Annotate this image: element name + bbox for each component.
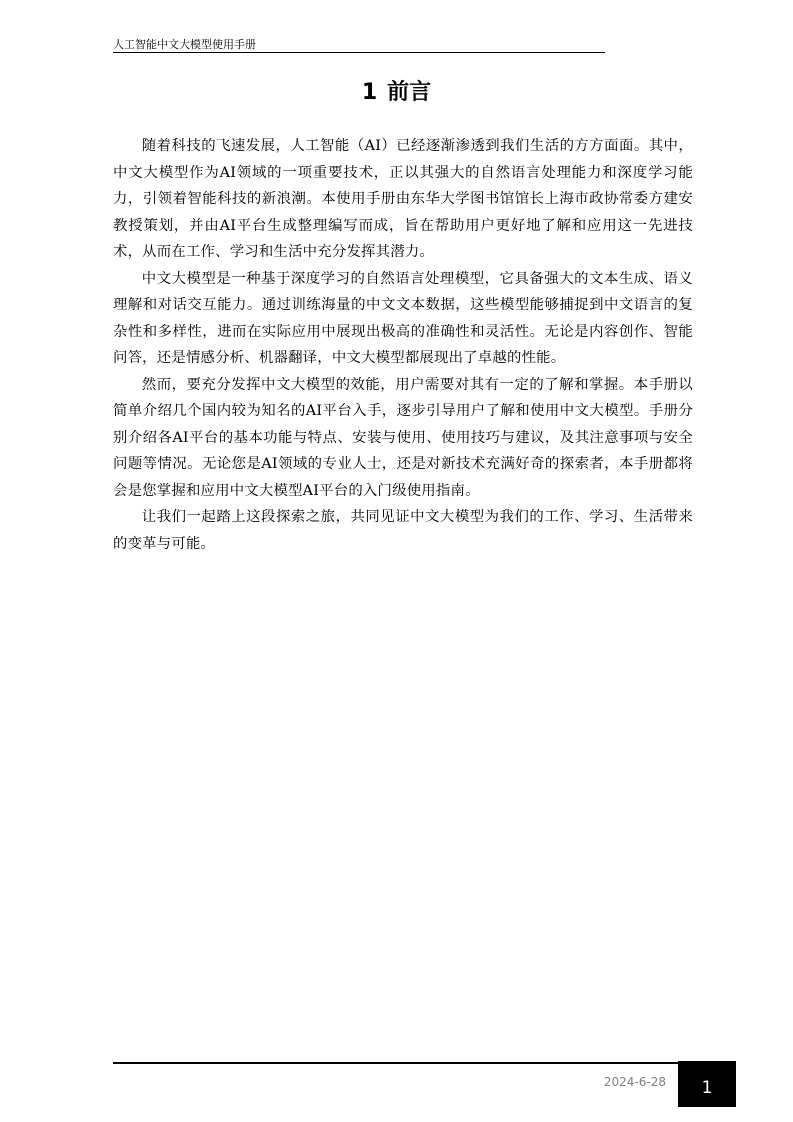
paragraph: 随着科技的飞速发展，人工智能（AI）已经逐渐渗透到我们生活的方方面面。其中，中文大模型作为AI领域的一项重要技术，正以其强大的自然语言处理能力和深度学习能力，引领着智能科技的新浪潮。本使用手册由东华大学图书馆馆长上海市政协常委方建安教授策划，并由AI平台生成整理编写而成，旨在帮助用户更好地了解和应用这一先进技术，从而在工作、学习和生活中充分发挥其潜力。 bbox=[113, 138, 693, 260]
running-header: 人工智能中文大模型使用手册 bbox=[113, 37, 605, 53]
footer-rule bbox=[113, 1062, 678, 1064]
paragraph: 中文大模型是一种基于深度学习的自然语言处理模型，它具备强大的文本生成、语义理解和对话交互能力。通过训练海量的中文文本数据，这些模型能够捕捉到中文语言的复杂性和多样性，进而在实际应用中展现出极高的准确性和灵活性。无论是内容创作、智能问答，还是情感分析、机器翻译，中文大模型都展现出了卓越的性能。 bbox=[113, 270, 693, 366]
paragraph: 让我们一起踏上这段探索之旅，共同见证中文大模型为我们的工作、学习、生活带来的变革与可能。 bbox=[113, 509, 693, 552]
paragraph: 然而，要充分发挥中文大模型的效能，用户需要对其有一定的了解和掌握。本手册以简单介绍几个国内较为知名的AI平台入手，逐步引导用户了解和使用中文大模型。手册分别介绍各AI平台的基本功能与特点、安装与使用、使用技巧与建议，及其注意事项与安全问题等情况。无论您是AI领域的专业人士，还是对新技术充满好奇的探索者，本手册都将会是您掌握和应用中文大模型AI平台的入门级使用指南。 bbox=[113, 376, 693, 499]
page-number: 1 bbox=[701, 1078, 713, 1098]
chapter-number: 1 bbox=[361, 80, 378, 105]
footer-date: 2024-6-28 bbox=[603, 1075, 666, 1089]
chapter-title: 前言 bbox=[387, 80, 432, 105]
chapter-heading bbox=[0, 78, 793, 108]
preface-body bbox=[113, 133, 693, 557]
page-number-badge bbox=[678, 1061, 736, 1107]
